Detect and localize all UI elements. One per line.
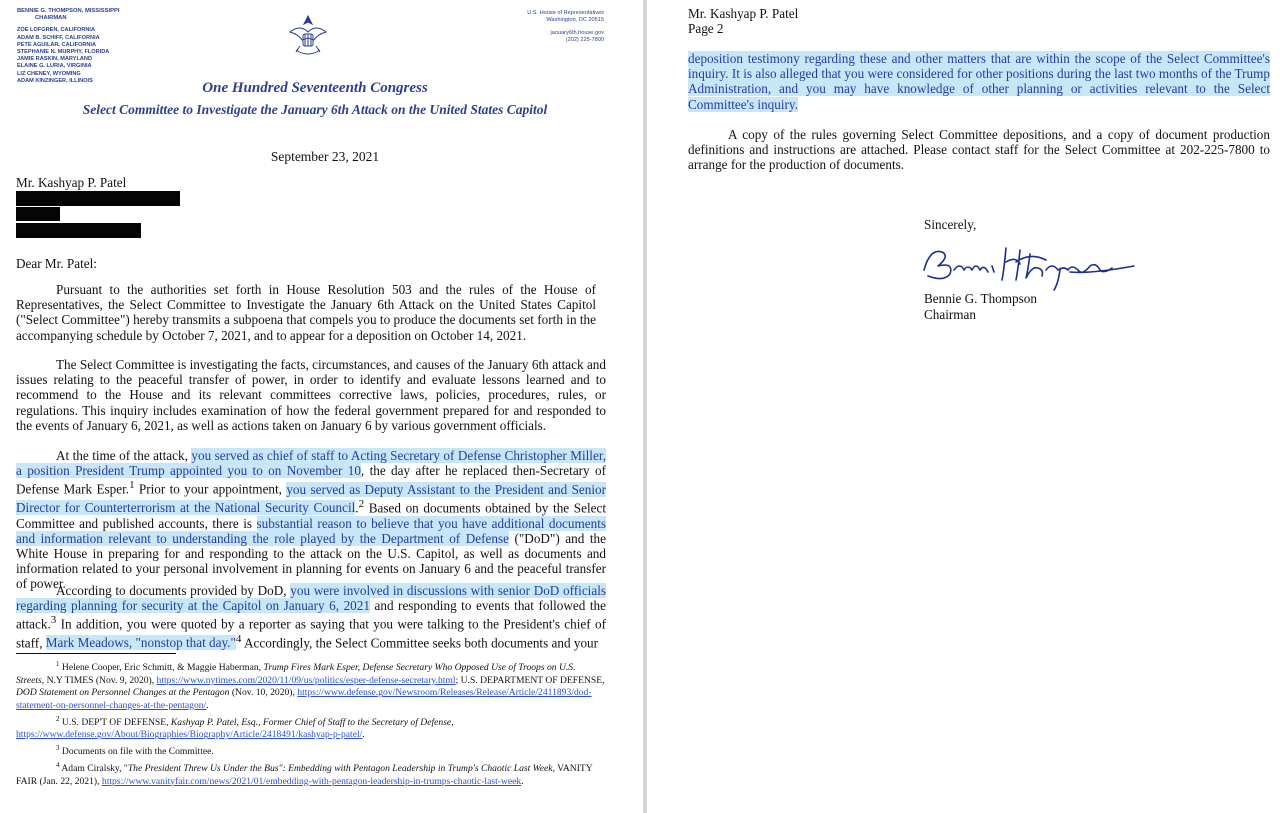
redaction-bar — [16, 191, 180, 206]
page-divider — [643, 0, 647, 813]
highlighted-text: you served as chief of staff to Acting Secretary of Defense Christopher Miller, a position President Trump appointed you to on November 10 — [16, 448, 606, 479]
footnote-1: $^1$ Helene Cooper, Eric Schmitt, & Maggie Haberman, Trump Fires Mark Esper, Defense Secretary Who Opposed Use of Troops on U.S. Streets, N.Y TIMES (Nov. 9, 2020), https://www.nytimes.com/2020/11/09/us/politics/esper-defense-secretary.html; U.S. DEPARTMENT OF DEFENSE, DOD Statement on Personnel Changes at the Pentagon (Nov. 10, 2020), https://www.defense.gov/Newsroom/Releases/Release/Article/2411893/dod-statement-on-personnel-changes-at-the-pentagon/. — [16, 660, 605, 711]
signer-name: Bennie G. Thompson — [924, 291, 1037, 306]
footnote-link[interactable]: https://www.defense.gov/Newsroom/Releases/Release/Article/2411893/dod-statement-on-personnel-changes-at-the-pentagon/ — [16, 687, 592, 711]
page2-paragraph-1 — [688, 51, 1270, 112]
address-line: Washington, DC 20515 — [546, 17, 604, 23]
page-header-number: Page 2 — [688, 21, 724, 36]
letter-page-2 — [650, 0, 1280, 813]
recipient-name: Mr. Kashyap P. Patel — [16, 175, 127, 190]
member-name: ADAM KINZINGER, ILLINOIS — [17, 77, 93, 84]
member-name: BENNIE G. THOMPSON, MISSISSIPPI — [17, 8, 120, 14]
eagle-seal-icon — [282, 10, 334, 62]
member-name: STEPHANIE N. MURPHY, FLORIDA — [17, 49, 110, 56]
paragraph-1: Pursuant to the authorities set forth in House Resolution 503 and the rules of the House of Representatives, the Select Committee to Investigate the January 6th Attack on the United States Capitol ("Select Committee") hereby transmits a subpoena that compels you to produce the documents set forth in the accompanying schedule by October 7, 2021, and to appear for a deposition on October 14, 2021. — [16, 282, 596, 343]
footnote-ref[interactable]: 2 — [358, 498, 365, 510]
footnote-3: $^3$ Documents on file with the Committee. — [56, 743, 214, 758]
page2-paragraph-2: A copy of the rules governing Select Committee depositions, and a copy of document production definitions and instructions are attached. Please contact staff for the Select Committee at 202-225-7800 to arrange for the production of documents. — [688, 127, 1270, 173]
paragraph-4: According to documents provided by DoD, you were involved in discussions with senior DoD officials regarding planning for security at the Capitol on January 6, 2021 and responding to events that followed the attack.$^3$ In addition, you were quoted by a reporter as saying that you were talking to the President's chief of staff, Mark Meadows, "nonstop that day."$^4$ Accordingly, the Select Committee seeks both documents and your — [16, 583, 606, 651]
congress-title: One Hundred Seventeenth Congress — [202, 80, 428, 96]
address-line: U.S. House of Representatives — [527, 10, 604, 16]
member-name: ZOE LOFGREN, CALIFORNIA — [17, 27, 95, 34]
house-address — [527, 10, 604, 44]
paragraph-2: The Select Committee is investigating the facts, circumstances, and causes of the January 6th attack and issues relating to the peaceful transfer of power, in order to identify and evaluate lessons learned and to recommend to the House and its relevant committees corrective laws, policies, procedures, rules, or regulations. This inquiry includes examination of how the federal government prepared for and responded to the events of January 6, 2021, as well as actions taken on January 6 by various government officials. — [16, 357, 606, 433]
footnote-link[interactable]: https://www.vanityfair.com/news/2021/01/embedding-with-pentagon-leadership-in-trumps-chaotic-last-week — [101, 775, 522, 787]
highlighted-text: you were involved in discussions with senior DoD officials regarding planning for security at the Capitol on January 6, 2021 — [16, 583, 606, 614]
paragraph-3: At the time of the attack, you served as chief of staff to Acting Secretary of Defense Christopher Miller, a position President Trump appointed you to on November 10, the day after he replaced then-Secretary of Defense Mark Esper.$^1$ Prior to your appointment, you served as Deputy Assistant to the President and Senior Director for Counterterrorism at the National Security Council.$^2$ Based on documents obtained by the Select Committee and published accounts, there is substantial reason to believe that you have additional documents and information relevant to understanding the role played by the Department of Defense ("DoD") and the White House in preparing for and responding to the attack on the U.S. Capitol, as well as documents and information related to your personal involvement in planning for events on January 6 and the peaceful transfer of power. — [16, 448, 606, 592]
footnote-ref[interactable]: 4 — [235, 633, 242, 645]
member-name: ADAM B. SCHIFF, CALIFORNIA — [17, 34, 100, 41]
footnote-link[interactable]: https://www.nytimes.com/2020/11/09/us/politics/esper-defense-secretary.html — [156, 674, 456, 686]
member-title: CHAIRMAN — [35, 15, 67, 22]
member-name: JAMIE RASKIN, MARYLAND — [17, 56, 92, 63]
committee-members-list — [17, 8, 119, 85]
page-header-name: Mr. Kashyap P. Patel — [688, 6, 799, 21]
footnotes — [16, 658, 606, 788]
member-name: PETE AGUILAR, CALIFORNIA — [17, 41, 97, 48]
highlighted-text: Mark Meadows, "nonstop that day." — [45, 635, 236, 651]
footnote-link[interactable]: https://www.defense.gov/About/Biographies/Biography/Article/2418491/kashyap-p-patel/ — [16, 729, 363, 741]
closing: Sincerely, — [924, 217, 977, 232]
signer-title: Chairman — [924, 307, 977, 322]
footnote-divider — [16, 653, 176, 654]
address-line: january6th.house.gov — [550, 30, 604, 36]
member-name: ELAINE G. LURIA, VIRGINIA — [17, 63, 92, 70]
member-name: LIZ CHENEY, WYOMING — [17, 70, 81, 77]
handwritten-signature — [920, 240, 1140, 295]
highlighted-text: deposition testimony regarding these and other matters that are within the scope of the Select Committee's inquiry. It is also alleged that you were considered for other positions during the last two months of the Trump Administration, and you may have knowledge of other planning or activities relevant to the Select Committee's inquiry. — [688, 51, 1270, 112]
committee-title: Select Committee to Investigate the January 6th Attack on the United States Capitol — [82, 102, 548, 117]
footnote-ref[interactable]: 1 — [129, 479, 135, 492]
redaction-bar — [16, 223, 141, 238]
address-line: (202) 225-7800 — [565, 37, 604, 43]
footnote-2: $^2$ U.S. DEP'T OF DEFENSE, Kashyap P. Patel, Esq., Former Chief of Staff to the Secretary of Defense, https://www.defense.gov/About/Biographies/Biography/Article/2418491/kashyap-p-patel/. — [16, 714, 454, 741]
highlighted-text: substantial reason to believe that you have additional documents and information relevant to understanding the role played by the Department of Defense — [16, 515, 606, 546]
footnote-4: $^4$ Adam Ciralsky, "The President Threw Us Under the Bus": Embedding with Pentagon Leadership in Trump's Chaotic Last Week, VANITY FAIR (Jan. 22, 2021), https://www.vanityfair.com/news/2021/01/embedding-with-pentagon-leadership-in-trumps-chaotic-last-week. — [16, 760, 593, 787]
highlighted-text: you served as Deputy Assistant to the President and Senior Director for Counterterrorism at the National Security Council — [16, 481, 606, 516]
salutation: Dear Mr. Patel: — [16, 256, 97, 271]
letter-date: September 23, 2021 — [270, 149, 380, 164]
footnote-ref[interactable]: 3 — [50, 614, 57, 627]
redaction-bar — [16, 207, 60, 221]
